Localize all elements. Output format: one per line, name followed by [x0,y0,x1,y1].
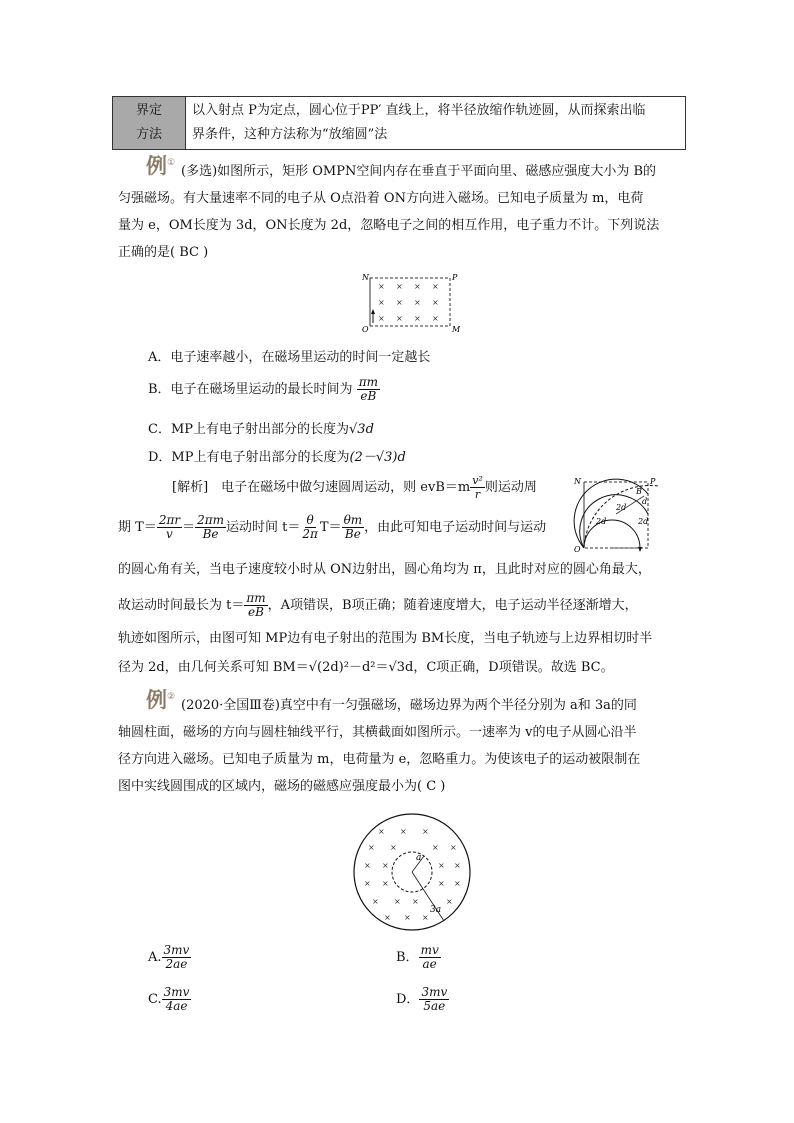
fig1-label-m: M [452,325,460,334]
svg-text:×: × [422,913,429,922]
svg-text:×: × [446,897,453,906]
fig2-label-d: d [642,497,648,506]
method-value-line2: 界条件，这种方法称为“放缩圆”法 [192,127,388,142]
example-1-mark: 例① [146,153,176,178]
example-1-line4: 正确的是( BC ) [118,245,209,260]
fig2-label-2d-a: 2d [616,503,627,512]
svg-text:×: × [454,861,461,870]
example-2-option-c: C. $\frac{3mv}{4ae}$ [148,985,190,1013]
svg-text:×: × [450,843,457,852]
example-1-line1: (多选)如图所示，矩形 OMPN空间内存在垂直于平面向里、磁感应强度大小为 B的 [181,164,657,179]
example-2-mark: 例② [146,687,176,712]
svg-text:×: × [378,314,385,323]
example-1-figure [360,268,460,334]
fig2-label-n: N [574,477,581,486]
svg-text:×: × [412,897,419,906]
example-2-line2: 轴圆柱面，磁场的方向与圆柱轴线平行，其横截面如图所示。一速率为 v的电子从圆心沿半 [118,725,637,740]
example-2-figure [350,810,474,934]
fig1-label-p: P [452,273,458,282]
method-value-cell [186,97,685,149]
analysis-line5: 轨迹如图所示，由图可知 MP边有电子射出的范围为 BM长度，当电子轨迹与上边界相切时半 [118,631,653,646]
fig1-label-n: N [362,273,369,282]
svg-text:×: × [396,282,403,291]
fig2-label-2d-c: 2d [638,517,649,526]
example-2-option-b: B． $\frac{mv}{ae}$ [396,943,439,971]
analysis-line4: 故运动时间最长为 t＝ $\frac{\pi m}{eB}$ ，A项错误，B项正确；随着速度增大，电子运动半径逐渐增大， [118,591,638,619]
example-2-line1: (2020·全国Ⅲ卷)真空中有一匀强磁场，磁场边界为两个半径分别为 a和 3a的同 [181,698,637,713]
analysis-line3: 的圆心角有关，当电子速度较小时从 ON边射出，圆心角均为 π，且此时对应的圆心角最大， [118,562,651,577]
svg-text:×: × [368,843,375,852]
svg-text:×: × [400,827,407,836]
svg-text:×: × [422,827,429,836]
example-1-line2: 匀强磁场。有大量速率不同的电子从 O点沿着 ON方向进入磁场。已知电子质量为 m，电荷 [118,191,644,206]
method-key-line1: 界定 [135,103,162,118]
svg-text:×: × [364,879,371,888]
example-1-line3: 量为 e，OM长度为 3d，ON长度为 2d，忽略电子之间的相互作用，电子重力不计。下列说法 [118,218,660,233]
analysis-line2: 期 T＝ $\frac{2\pi r}{v}$ ＝ $\frac{2\pi m}{Be}$ 运动时间 t＝ $\frac{\theta}{2\pi}$ T＝ $\frac{\theta m}{Be}$ ，由此可知电子运动时间与运动 [118,513,547,541]
svg-text:×: × [384,913,391,922]
method-table [112,96,686,150]
analysis-line1: [解析] 电子在磁场中做匀速圆周运动，则 evB＝m $\frac{\text{v²}}{r}$ 则运动周 [172,474,537,501]
example-1-option-b: B．电子在磁场里运动的最长时间为 $\frac{\pi m}{eB}$ [148,375,378,403]
analysis-line6: 径为 2d，由几何关系可知 BM＝√(2d)²－d²＝√3d，C项正确，D项错误。故选 BC。 [118,660,614,675]
fig2-label-p: P [650,477,656,486]
example-2-line4: 图中实线圆围成的区域内，磁场的磁感应强度最小为( C ) [118,779,446,794]
svg-text:×: × [432,298,439,307]
svg-text:×: × [432,282,439,291]
svg-text:×: × [432,314,439,323]
method-value-line1: 以入射点 P为定点，圆心位于PP′ 直线上，将半径放缩作轨迹圆，从而探索出临 [192,103,646,118]
svg-text:×: × [396,314,403,323]
fig2-label-2d-b: 2d [596,517,607,526]
svg-text:×: × [414,314,421,323]
example-1-option-d: D．MP上有电子射出部分的长度为(2－√3)d [148,450,406,465]
svg-text:×: × [378,827,385,836]
example-2-option-a: A. $\frac{3mv}{2ae}$ [148,943,190,971]
svg-text:×: × [432,843,439,852]
svg-text:×: × [396,298,403,307]
svg-text:×: × [364,861,371,870]
svg-text:×: × [382,879,389,888]
example-2-line3: 径方向进入磁场。已知电子质量为 m，电荷量为 e，忽略重力。为使该电子的运动被限制在 [118,752,641,767]
analysis-figure [572,474,668,562]
svg-text:×: × [372,897,379,906]
svg-text:×: × [438,861,445,870]
svg-text:×: × [454,879,461,888]
method-key-cell [113,97,186,149]
example-1-option-c: C．MP上有电子射出部分的长度为√3d [148,422,374,437]
example-1-option-a: A．电子速率越小，在磁场里运动的时间一定越长 [148,350,431,365]
method-key-line2: 方法 [135,127,162,142]
svg-text:×: × [414,282,421,291]
fig1-label-o: O [362,325,369,334]
svg-text:×: × [414,298,421,307]
svg-text:×: × [390,843,397,852]
svg-text:×: × [382,861,389,870]
svg-text:×: × [404,913,411,922]
fig3-label-3a: 3a [430,905,442,915]
example-2-option-d: D． $\frac{3mv}{5ae}$ [396,985,448,1013]
fig2-label-b: B [636,487,642,496]
svg-text:×: × [378,298,385,307]
svg-text:×: × [378,282,385,291]
fig3-label-a: a [416,853,422,863]
fig2-label-o: O [574,545,581,554]
svg-text:×: × [438,879,445,888]
svg-text:×: × [394,897,401,906]
